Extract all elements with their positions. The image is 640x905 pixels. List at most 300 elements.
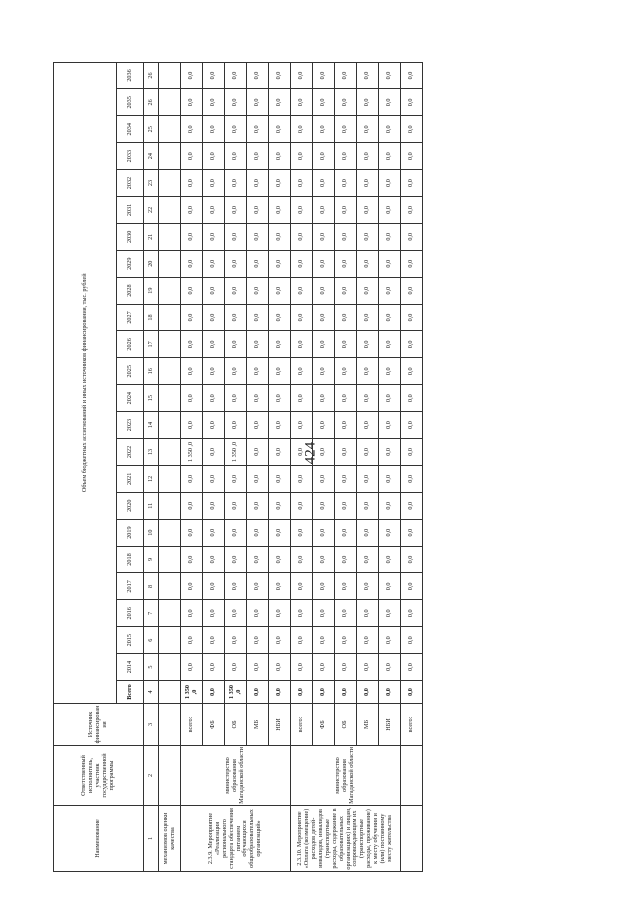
year-value: 0,0 <box>225 62 247 89</box>
year-value: 0,0 <box>401 465 423 492</box>
total-value: 0,0 <box>291 681 313 704</box>
year-value: 0,0 <box>247 573 269 600</box>
year-value: 0,0 <box>269 492 291 519</box>
year-value: 0,0 <box>269 89 291 116</box>
year-value: 0,0 <box>181 492 203 519</box>
year-value: 0,0 <box>269 573 291 600</box>
year-value: 0,0 <box>401 519 423 546</box>
year-value: 0,0 <box>379 492 401 519</box>
header-year: 2026 <box>117 331 144 358</box>
year-value: 0,0 <box>291 62 313 89</box>
year-value: 0,0 <box>313 331 335 358</box>
year-value: 0,0 <box>181 385 203 412</box>
year-value: 0,0 <box>357 277 379 304</box>
column-index: 26 <box>144 89 159 116</box>
year-value: 0,0 <box>247 170 269 197</box>
year-value: 0,0 <box>401 358 423 385</box>
empty-cell <box>159 331 181 358</box>
year-value: 0,0 <box>379 196 401 223</box>
column-index-row <box>144 62 159 871</box>
year-value: 0,0 <box>357 331 379 358</box>
year-value: 0,0 <box>203 170 225 197</box>
year-value: 0,0 <box>291 170 313 197</box>
year-value: 0,0 <box>269 223 291 250</box>
funding-source: ОБ <box>335 704 357 746</box>
year-value: 0,0 <box>357 465 379 492</box>
year-value: 0,0 <box>357 546 379 573</box>
year-value: 0,0 <box>247 143 269 170</box>
empty-cell <box>159 573 181 600</box>
year-value: 0,0 <box>225 573 247 600</box>
year-value: 0,0 <box>379 89 401 116</box>
column-index: 14 <box>144 412 159 439</box>
year-value: 0,0 <box>357 62 379 89</box>
empty-cell <box>159 277 181 304</box>
year-value: 0,0 <box>225 116 247 143</box>
year-value: 0,0 <box>291 143 313 170</box>
header-year: 2028 <box>117 277 144 304</box>
empty-cell <box>159 704 181 746</box>
year-value: 0,0 <box>335 465 357 492</box>
year-value: 0,0 <box>335 573 357 600</box>
funding-source: МБ <box>247 704 269 746</box>
total-value: 0,0 <box>313 681 335 704</box>
year-value: 0,0 <box>247 62 269 89</box>
year-value: 0,0 <box>181 304 203 331</box>
funding-source: всего: <box>401 704 423 746</box>
year-value: 0,0 <box>203 573 225 600</box>
activity-name: механизмов оценки качества <box>159 806 181 872</box>
year-value: 0,0 <box>291 250 313 277</box>
header-source: Источник финансирования <box>54 704 144 746</box>
header-year: 2033 <box>117 143 144 170</box>
year-value: 0,0 <box>225 250 247 277</box>
header-year: 2014 <box>117 654 144 681</box>
year-value: 0,0 <box>313 358 335 385</box>
column-index: 19 <box>144 277 159 304</box>
year-value: 0,0 <box>225 170 247 197</box>
year-value: 0,0 <box>225 627 247 654</box>
year-value: 0,0 <box>269 412 291 439</box>
year-value: 0,0 <box>181 196 203 223</box>
column-index: 18 <box>144 304 159 331</box>
header-year: 2020 <box>117 492 144 519</box>
year-value: 0,0 <box>203 385 225 412</box>
year-value: 0,0 <box>181 412 203 439</box>
year-value: 0,0 <box>181 627 203 654</box>
year-value: 0,0 <box>335 143 357 170</box>
year-value: 0,0 <box>225 412 247 439</box>
year-value: 0,0 <box>335 358 357 385</box>
header-year: 2024 <box>117 385 144 412</box>
header-year: 2027 <box>117 304 144 331</box>
year-value: 0,0 <box>379 385 401 412</box>
year-value: 0,0 <box>225 385 247 412</box>
year-value: 0,0 <box>357 600 379 627</box>
year-value: 0,0 <box>379 62 401 89</box>
column-index: 1 <box>144 806 159 872</box>
year-value: 0,0 <box>247 223 269 250</box>
year-value: 0,0 <box>379 627 401 654</box>
year-value: 0,0 <box>269 170 291 197</box>
year-value: 0,0 <box>203 277 225 304</box>
year-value: 0,0 <box>181 465 203 492</box>
year-value: 0,0 <box>203 546 225 573</box>
year-value: 0,0 <box>313 385 335 412</box>
empty-cell <box>159 519 181 546</box>
year-value: 0,0 <box>181 116 203 143</box>
rotated-table-wrapper <box>53 62 543 872</box>
empty-cell <box>159 89 181 116</box>
year-value: 0,0 <box>181 654 203 681</box>
header-year: 2031 <box>117 196 144 223</box>
year-value: 0,0 <box>357 358 379 385</box>
year-value: 0,0 <box>379 519 401 546</box>
year-value: 0,0 <box>401 492 423 519</box>
year-value: 0,0 <box>357 116 379 143</box>
funding-source: ФБ <box>203 704 225 746</box>
year-value: 0,0 <box>291 627 313 654</box>
year-value: 0,0 <box>313 492 335 519</box>
empty-cell <box>159 654 181 681</box>
funding-source: НБИ <box>379 704 401 746</box>
year-value: 0,0 <box>357 223 379 250</box>
header-year: 2035 <box>117 89 144 116</box>
year-value: 0,0 <box>401 223 423 250</box>
year-value: 0,0 <box>269 331 291 358</box>
year-value: 0,0 <box>225 304 247 331</box>
responsible-executor <box>401 746 423 806</box>
column-index: 10 <box>144 519 159 546</box>
year-value: 0,0 <box>247 331 269 358</box>
year-value: 0,0 <box>291 89 313 116</box>
year-value: 0,0 <box>225 465 247 492</box>
year-value: 0,0 <box>247 600 269 627</box>
table-row <box>181 62 203 871</box>
year-value: 0,0 <box>291 385 313 412</box>
header-year: 2036 <box>117 62 144 89</box>
year-value: 0,0 <box>379 600 401 627</box>
year-value: 0,0 <box>203 223 225 250</box>
year-value: 0,0 <box>181 62 203 89</box>
header-year: 2022 <box>117 438 144 465</box>
empty-cell <box>159 412 181 439</box>
year-value: 0,0 <box>269 143 291 170</box>
year-value: 0,0 <box>291 438 313 465</box>
year-value: 0,0 <box>203 143 225 170</box>
year-value: 0,0 <box>269 438 291 465</box>
year-value: 0,0 <box>269 465 291 492</box>
total-value: 0,0 <box>401 681 423 704</box>
year-value: 0,0 <box>247 116 269 143</box>
funding-source: ОБ <box>225 704 247 746</box>
year-value: 0,0 <box>357 250 379 277</box>
year-value: 0,0 <box>203 89 225 116</box>
year-value: 0,0 <box>401 304 423 331</box>
year-value: 0,0 <box>335 62 357 89</box>
year-value: 0,0 <box>357 412 379 439</box>
year-value: 0,0 <box>401 250 423 277</box>
column-index: 7 <box>144 600 159 627</box>
year-value: 0,0 <box>313 277 335 304</box>
empty-cell <box>159 492 181 519</box>
page-number: 424 <box>302 441 319 465</box>
year-value: 0,0 <box>401 143 423 170</box>
header-total: Всего <box>117 681 144 704</box>
year-value: 0,0 <box>379 546 401 573</box>
year-value: 0,0 <box>181 277 203 304</box>
empty-cell <box>159 438 181 465</box>
empty-cell <box>159 250 181 277</box>
year-value: 0,0 <box>313 223 335 250</box>
header-year: 2021 <box>117 465 144 492</box>
year-value: 0,0 <box>247 546 269 573</box>
responsible-executor: министерство образования Магаданской области <box>181 746 291 806</box>
year-value: 0,0 <box>401 277 423 304</box>
year-value: 0,0 <box>291 412 313 439</box>
funding-source: всего: <box>291 704 313 746</box>
empty-cell <box>159 223 181 250</box>
header-name: Наименование <box>54 806 144 872</box>
year-value: 0,0 <box>291 600 313 627</box>
year-value: 0,0 <box>379 465 401 492</box>
total-value: 0,0 <box>247 681 269 704</box>
year-value: 0,0 <box>335 438 357 465</box>
year-value: 0,0 <box>291 196 313 223</box>
header-year: 2023 <box>117 412 144 439</box>
year-value: 0,0 <box>335 385 357 412</box>
year-value: 0,0 <box>225 600 247 627</box>
year-value: 0,0 <box>401 600 423 627</box>
year-value: 0,0 <box>335 331 357 358</box>
year-value: 0,0 <box>291 304 313 331</box>
year-value: 0,0 <box>313 170 335 197</box>
activity-name: 2.3.10. Мероприятие «Оплата (возмещение) расходов детей-инвалидов, инвалидов (транспортные расходы, содержание в образовательных организациях) и лицам, сопровождающим их (транспортные расходы, проживание) к месту обучения и (или) постоянному месту жительства <box>291 806 401 872</box>
year-value: 0,0 <box>203 492 225 519</box>
year-value: 0,0 <box>247 627 269 654</box>
responsible-executor: министерство образования Магаданской области <box>291 746 401 806</box>
header-year: 2025 <box>117 358 144 385</box>
year-value: 0,0 <box>401 331 423 358</box>
year-value: 0,0 <box>181 546 203 573</box>
year-value: 0,0 <box>313 412 335 439</box>
year-value: 0,0 <box>313 465 335 492</box>
year-value: 0,0 <box>335 600 357 627</box>
empty-cell <box>159 196 181 223</box>
total-value: 0,0 <box>203 681 225 704</box>
column-index: 15 <box>144 385 159 412</box>
header-year: 2034 <box>117 116 144 143</box>
year-value: 0,0 <box>269 62 291 89</box>
year-value: 0,0 <box>225 223 247 250</box>
column-index: 5 <box>144 654 159 681</box>
empty-cell <box>159 304 181 331</box>
year-value: 0,0 <box>357 627 379 654</box>
column-index: 26 <box>144 62 159 89</box>
empty-cell <box>159 465 181 492</box>
funding-source: НБИ <box>269 704 291 746</box>
total-value: 1 350 ,0 <box>225 681 247 704</box>
empty-cell <box>159 681 181 704</box>
year-value: 0,0 <box>225 492 247 519</box>
year-value: 0,0 <box>203 196 225 223</box>
year-value: 0,0 <box>335 412 357 439</box>
year-value: 0,0 <box>269 627 291 654</box>
year-value: 0,0 <box>247 465 269 492</box>
year-value: 0,0 <box>357 654 379 681</box>
year-value: 0,0 <box>225 546 247 573</box>
year-value: 0,0 <box>269 600 291 627</box>
year-value: 0,0 <box>401 546 423 573</box>
year-value: 0,0 <box>269 196 291 223</box>
column-index: 23 <box>144 170 159 197</box>
year-value: 0,0 <box>335 116 357 143</box>
year-value: 0,0 <box>225 519 247 546</box>
header-responsible: Ответственный исполнитель, участник государственной программы <box>54 746 144 806</box>
year-value: 0,0 <box>291 492 313 519</box>
header-year: 2019 <box>117 519 144 546</box>
year-value: 0,0 <box>313 250 335 277</box>
total-value: 1 350 ,0 <box>181 681 203 704</box>
empty-cell <box>159 170 181 197</box>
year-value: 0,0 <box>357 438 379 465</box>
header-year: 2017 <box>117 573 144 600</box>
year-value: 0,0 <box>247 385 269 412</box>
year-value: 0,0 <box>291 331 313 358</box>
year-value: 0,0 <box>247 277 269 304</box>
column-index: 16 <box>144 358 159 385</box>
empty-cell <box>159 143 181 170</box>
year-value: 1 350 ,0 <box>181 438 203 465</box>
year-value: 0,0 <box>181 358 203 385</box>
year-value: 0,0 <box>247 519 269 546</box>
funding-source: МБ <box>357 704 379 746</box>
year-value: 0,0 <box>401 627 423 654</box>
empty-cell <box>159 385 181 412</box>
year-value: 0,0 <box>379 654 401 681</box>
column-index: 9 <box>144 546 159 573</box>
year-value: 0,0 <box>401 89 423 116</box>
year-value: 0,0 <box>203 627 225 654</box>
year-value: 0,0 <box>247 412 269 439</box>
year-value: 0,0 <box>203 250 225 277</box>
year-value: 0,0 <box>379 116 401 143</box>
year-value: 0,0 <box>379 223 401 250</box>
total-value: 0,0 <box>269 681 291 704</box>
year-value: 0,0 <box>269 519 291 546</box>
year-value: 0,0 <box>379 277 401 304</box>
year-value: 0,0 <box>291 519 313 546</box>
year-value: 0,0 <box>379 358 401 385</box>
year-value: 0,0 <box>335 627 357 654</box>
year-value: 0,0 <box>401 170 423 197</box>
year-value: 0,0 <box>357 385 379 412</box>
year-value: 0,0 <box>269 385 291 412</box>
year-value: 0,0 <box>335 89 357 116</box>
year-value: 0,0 <box>401 62 423 89</box>
funding-source: ФБ <box>313 704 335 746</box>
total-value: 0,0 <box>357 681 379 704</box>
column-index: 24 <box>144 143 159 170</box>
budget-table-body <box>54 62 423 871</box>
year-value: 0,0 <box>269 358 291 385</box>
total-value: 0,0 <box>335 681 357 704</box>
year-value: 0,0 <box>291 573 313 600</box>
column-index: 3 <box>144 704 159 746</box>
year-value: 0,0 <box>203 304 225 331</box>
year-value: 0,0 <box>203 331 225 358</box>
year-value: 0,0 <box>313 304 335 331</box>
year-value: 0,0 <box>313 600 335 627</box>
year-value: 0,0 <box>291 277 313 304</box>
year-value: 0,0 <box>247 438 269 465</box>
year-value: 0,0 <box>291 654 313 681</box>
year-value: 0,0 <box>357 143 379 170</box>
year-value: 0,0 <box>181 170 203 197</box>
year-value: 0,0 <box>269 277 291 304</box>
empty-cell <box>159 600 181 627</box>
year-value: 0,0 <box>291 546 313 573</box>
year-value: 0,0 <box>335 277 357 304</box>
year-value: 0,0 <box>335 170 357 197</box>
year-value: 0,0 <box>203 600 225 627</box>
year-value: 0,0 <box>379 438 401 465</box>
year-value: 0,0 <box>269 250 291 277</box>
year-value: 0,0 <box>335 546 357 573</box>
year-value: 0,0 <box>401 196 423 223</box>
year-value: 0,0 <box>401 573 423 600</box>
year-value: 0,0 <box>357 519 379 546</box>
year-value: 0,0 <box>335 304 357 331</box>
year-value: 0,0 <box>357 492 379 519</box>
year-value: 0,0 <box>247 89 269 116</box>
year-value: 0,0 <box>401 654 423 681</box>
year-value: 0,0 <box>313 116 335 143</box>
empty-cell <box>159 627 181 654</box>
year-value: 0,0 <box>313 519 335 546</box>
year-value: 0,0 <box>379 143 401 170</box>
column-index: 6 <box>144 627 159 654</box>
header-row <box>54 62 117 871</box>
table-row <box>159 62 181 871</box>
year-value: 0,0 <box>357 170 379 197</box>
column-index: 8 <box>144 573 159 600</box>
year-value: 0,0 <box>225 331 247 358</box>
funding-source: всего: <box>181 704 203 746</box>
year-value: 0,0 <box>247 654 269 681</box>
year-value: 0,0 <box>225 143 247 170</box>
header-year: 2018 <box>117 546 144 573</box>
year-value: 0,0 <box>335 196 357 223</box>
year-value: 0,0 <box>313 573 335 600</box>
year-value: 0,0 <box>313 196 335 223</box>
total-value: 0,0 <box>379 681 401 704</box>
year-value: 0,0 <box>247 250 269 277</box>
year-value: 0,0 <box>225 358 247 385</box>
header-year: 2029 <box>117 250 144 277</box>
year-value: 0,0 <box>181 519 203 546</box>
activity-name <box>401 806 423 872</box>
column-index: 25 <box>144 116 159 143</box>
responsible-executor <box>159 746 181 806</box>
year-value: 0,0 <box>203 465 225 492</box>
year-value: 0,0 <box>291 465 313 492</box>
year-value: 0,0 <box>401 438 423 465</box>
year-value: 0,0 <box>335 223 357 250</box>
column-index: 20 <box>144 250 159 277</box>
year-value: 0,0 <box>357 196 379 223</box>
header-year: 2030 <box>117 223 144 250</box>
